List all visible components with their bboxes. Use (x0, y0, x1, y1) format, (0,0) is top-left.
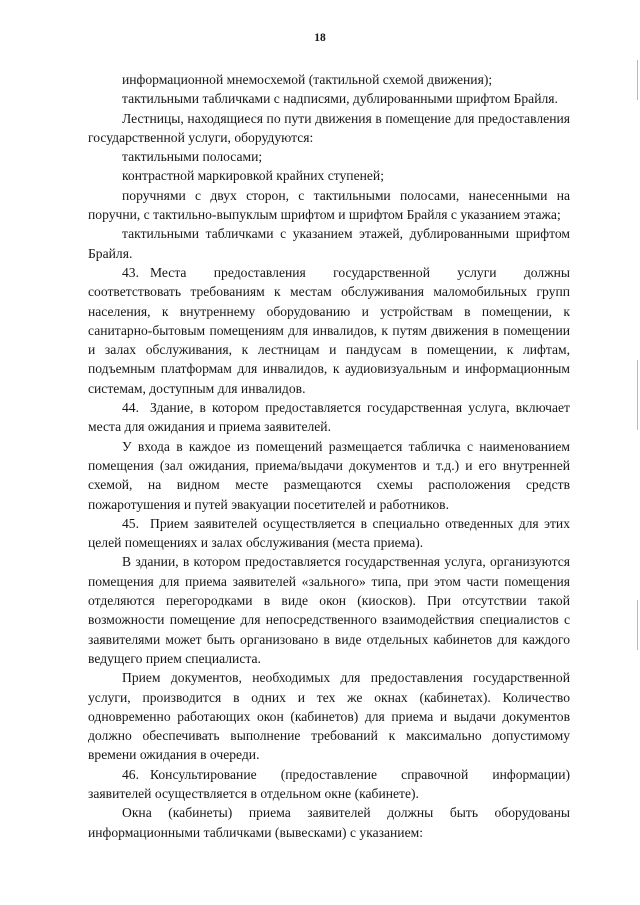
paragraph-entrance-signs: У входа в каждое из помещений размещается табличка с наименованием помещения (зал ожидания, приема/выдачи документов и т.д.) и его внутренней схемой, на видном месте размещаются схемы расположения средств пожаротушения и путей эвакуации посетителей и работников. (88, 438, 570, 512)
item-number: 46. (122, 766, 139, 782)
paragraph-item-44: 44. Здание, в котором предоставляется государственная услуга, включает места для ожидания и приема заявителей. (88, 400, 570, 435)
item-number: 44. (122, 400, 139, 416)
paragraph-mnemoscheme: информационной мнемосхемой (тактильной схемой движения); (122, 72, 493, 87)
scan-edge-mark (637, 60, 638, 100)
page-number: 18 (314, 32, 326, 44)
document-body (88, 70, 570, 842)
item-number: 45. (122, 515, 139, 531)
scan-edge-mark (637, 360, 638, 430)
paragraph-stairs-intro: Лестницы, находящиеся по пути движения в помещение для предоставления государственной услуги, оборудуются: (88, 110, 570, 145)
scan-edge-mark (637, 600, 638, 650)
paragraph-tactile-stripes: тактильными полосами; (122, 149, 263, 165)
paragraph-tactile-signs: тактильными табличками с надписями, дублированными шрифтом Брайля. (122, 91, 558, 107)
paragraph-handrails: поручнями с двух сторон, с тактильными полосами, нанесенными на поручни, с тактильно-выпуклым шрифтом и шрифтом Брайля с указанием этажа; (88, 187, 570, 223)
item-number: 43. (122, 264, 139, 280)
paragraph-hall-type: В здании, в котором предоставляется государственная услуга, организуются помещения для приема заявителей «зального» типа, при этом части помещения отделяются перегородками в виде окон (киосков). При отсутствии такой возможности помещение для непосредственного взаимодействия специалистов с заявителями может быть организовано в виде отдельных кабинетов для каждого ведущего прием специалиста. (88, 554, 570, 666)
paragraph-window-signs: Окна (кабинеты) приема заявителей должны быть оборудованы информационными табличками (вывесками) с указанием: (88, 805, 570, 840)
paragraph-contrast-marking: контрастной маркировкой крайних ступеней; (122, 168, 384, 184)
paragraph-floor-signs: тактильными табличками с указанием этажей, дублированными шрифтом Брайля. (88, 226, 570, 261)
paragraph-item-45: 45. Прием заявителей осуществляется в специально отведенных для этих целей помещениях и залах обслуживания (места приема). (88, 515, 570, 551)
paragraph-item-46: 46. Консультирование (предоставление справочной информации) заявителей осуществляется в отдельном окне (кабинете). (88, 766, 570, 801)
paragraph-document-reception: Прием документов, необходимых для предоставления государственной услуги, производится в одних и тех же окнах (кабинетах). Количество одновременно работающих окон (кабинетов) для приема и выдачи документов должно обеспечивать выполнение требований к максимально допустимому времени ожидания в очереди. (88, 670, 570, 763)
paragraph-item-43: 43. Места предоставления государственной услуги должны соответствовать требованиям к местам обслуживания маломобильных групп населения, к внутреннему оборудованию и устройствам в помещении, к санитарно-бытовым помещениям для инвалидов, к путям движения в помещении и залах обслуживания, к лестницам и пандусам в помещении, к лифтам, подъемным платформам для инвалидов, к аудиовизуальным и информационным системам, доступным для инвалидов. (88, 264, 570, 396)
